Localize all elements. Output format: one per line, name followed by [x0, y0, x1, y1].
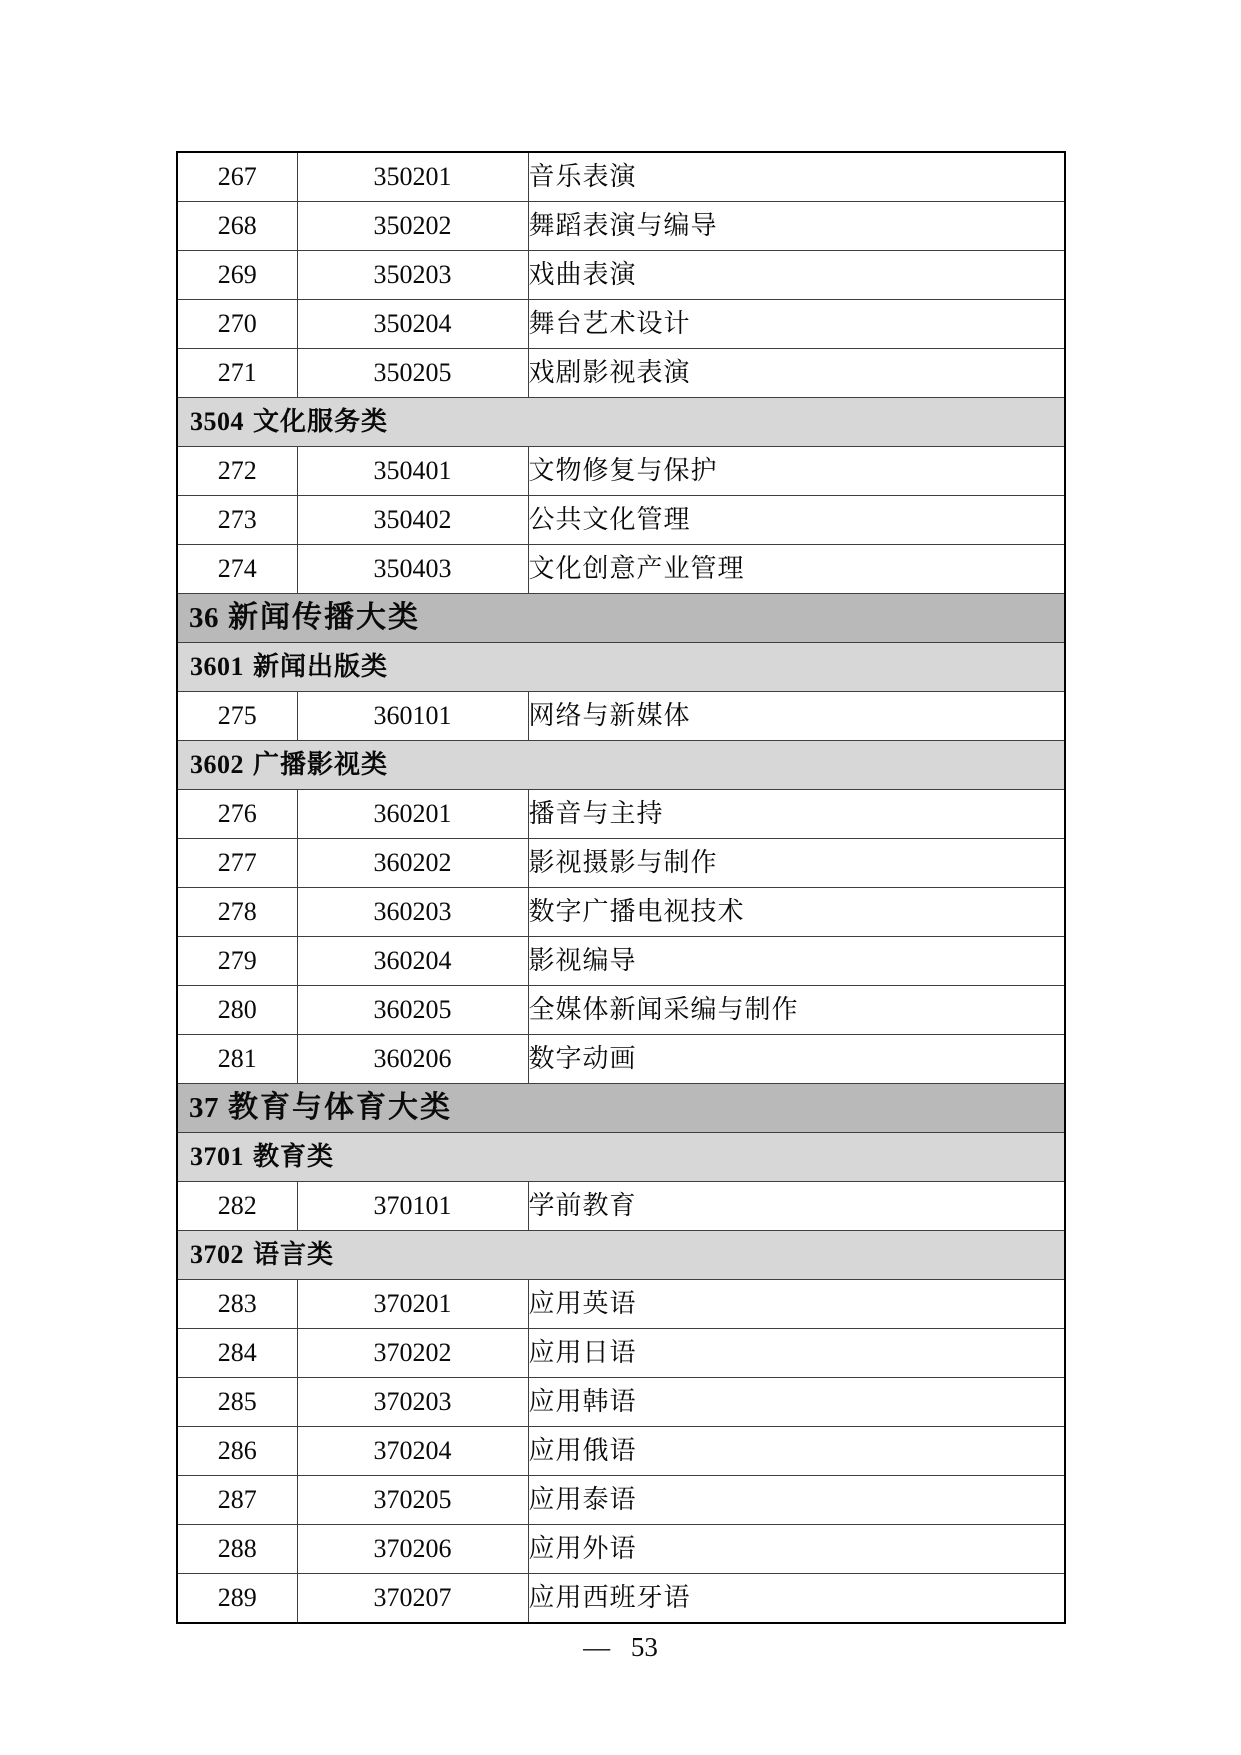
subcategory-title: 广播影视类	[253, 750, 389, 779]
major-code-cell: 360206	[297, 1035, 528, 1084]
row-index-cell: 278	[177, 888, 297, 937]
row-index-cell: 272	[177, 447, 297, 496]
major-name-cell: 戏曲表演	[528, 251, 1065, 300]
table-row	[177, 1525, 1065, 1574]
major-name-cell: 戏剧影视表演	[528, 349, 1065, 398]
major-category-header-cell	[177, 594, 1065, 643]
subcategory-header-cell	[177, 1231, 1065, 1280]
subcategory-header-row	[177, 643, 1065, 692]
major-name-cell: 播音与主持	[528, 790, 1065, 839]
table-row	[177, 300, 1065, 349]
major-name-cell: 舞台艺术设计	[528, 300, 1065, 349]
major-code-cell: 370202	[297, 1329, 528, 1378]
row-index-cell: 280	[177, 986, 297, 1035]
row-index-cell: 286	[177, 1427, 297, 1476]
table-row	[177, 447, 1065, 496]
table-row	[177, 888, 1065, 937]
table-row	[177, 692, 1065, 741]
table-row	[177, 1182, 1065, 1231]
major-name-cell: 数字广播电视技术	[528, 888, 1065, 937]
subcategory-title: 新闻出版类	[253, 652, 389, 681]
major-code-cell: 360202	[297, 839, 528, 888]
row-index-cell: 283	[177, 1280, 297, 1329]
row-index-cell: 268	[177, 202, 297, 251]
table-row	[177, 1574, 1065, 1624]
table-row	[177, 202, 1065, 251]
table-row	[177, 1378, 1065, 1427]
table-body	[177, 152, 1065, 1623]
major-category-header-cell	[177, 1084, 1065, 1133]
row-index-cell: 273	[177, 496, 297, 545]
major-code-cell: 350202	[297, 202, 528, 251]
major-name-cell: 公共文化管理	[528, 496, 1065, 545]
row-index-cell: 282	[177, 1182, 297, 1231]
table-row	[177, 1280, 1065, 1329]
major-name-cell: 文化创意产业管理	[528, 545, 1065, 594]
subcategory-header-cell	[177, 398, 1065, 447]
subcategory-code: 3702	[190, 1240, 244, 1269]
major-code-cell: 370206	[297, 1525, 528, 1574]
row-index-cell: 281	[177, 1035, 297, 1084]
major-name-cell: 舞蹈表演与编导	[528, 202, 1065, 251]
major-name-cell: 应用西班牙语	[528, 1574, 1065, 1624]
table-row	[177, 545, 1065, 594]
subcategory-title: 教育类	[253, 1142, 335, 1171]
major-code-cell: 350204	[297, 300, 528, 349]
major-category-code: 37	[189, 1092, 219, 1124]
table-row	[177, 986, 1065, 1035]
subcategory-header-row	[177, 741, 1065, 790]
table-row	[177, 1329, 1065, 1378]
major-name-cell: 应用日语	[528, 1329, 1065, 1378]
major-name-cell: 应用韩语	[528, 1378, 1065, 1427]
table-row	[177, 1035, 1065, 1084]
row-index-cell: 284	[177, 1329, 297, 1378]
row-index-cell: 275	[177, 692, 297, 741]
major-code-cell: 370201	[297, 1280, 528, 1329]
major-name-cell: 应用泰语	[528, 1476, 1065, 1525]
row-index-cell: 277	[177, 839, 297, 888]
major-code-cell: 350205	[297, 349, 528, 398]
row-index-cell: 287	[177, 1476, 297, 1525]
table-row	[177, 1427, 1065, 1476]
row-index-cell: 288	[177, 1525, 297, 1574]
major-category-title: 新闻传播大类	[228, 600, 420, 635]
major-name-cell: 影视编导	[528, 937, 1065, 986]
major-name-cell: 音乐表演	[528, 152, 1065, 202]
major-code-cell: 350201	[297, 152, 528, 202]
major-name-cell: 学前教育	[528, 1182, 1065, 1231]
major-code-cell: 360204	[297, 937, 528, 986]
table-row	[177, 790, 1065, 839]
row-index-cell: 276	[177, 790, 297, 839]
row-index-cell: 285	[177, 1378, 297, 1427]
subcategory-header-cell	[177, 1133, 1065, 1182]
row-index-cell: 270	[177, 300, 297, 349]
subcategory-title: 文化服务类	[253, 407, 389, 436]
subcategory-code: 3701	[190, 1142, 244, 1171]
subcategory-header-cell	[177, 643, 1065, 692]
table-row	[177, 152, 1065, 202]
table-row	[177, 251, 1065, 300]
subcategory-code: 3504	[190, 407, 244, 436]
major-code-cell: 370207	[297, 1574, 528, 1624]
major-code-cell: 370101	[297, 1182, 528, 1231]
major-code-cell: 360101	[297, 692, 528, 741]
row-index-cell: 279	[177, 937, 297, 986]
row-index-cell: 271	[177, 349, 297, 398]
major-code-cell: 350403	[297, 545, 528, 594]
major-category-header-row	[177, 594, 1065, 643]
page-number: — 53	[583, 1632, 658, 1662]
subcategory-code: 3602	[190, 750, 244, 779]
table-row	[177, 496, 1065, 545]
major-code-cell: 360205	[297, 986, 528, 1035]
major-code-cell: 350402	[297, 496, 528, 545]
major-code-cell: 360203	[297, 888, 528, 937]
major-name-cell: 文物修复与保护	[528, 447, 1065, 496]
table-row	[177, 349, 1065, 398]
major-name-cell: 网络与新媒体	[528, 692, 1065, 741]
major-name-cell: 应用英语	[528, 1280, 1065, 1329]
subcategory-header-row	[177, 398, 1065, 447]
table-row	[177, 839, 1065, 888]
major-code-cell: 370205	[297, 1476, 528, 1525]
table-row	[177, 1476, 1065, 1525]
row-index-cell: 267	[177, 152, 297, 202]
major-name-cell: 影视摄影与制作	[528, 839, 1065, 888]
major-code-cell: 350401	[297, 447, 528, 496]
subcategory-header-cell	[177, 741, 1065, 790]
major-code-cell: 370203	[297, 1378, 528, 1427]
major-code-cell: 350203	[297, 251, 528, 300]
major-code-cell: 370204	[297, 1427, 528, 1476]
major-name-cell: 数字动画	[528, 1035, 1065, 1084]
table-row	[177, 937, 1065, 986]
subcategory-header-row	[177, 1231, 1065, 1280]
row-index-cell: 274	[177, 545, 297, 594]
subcategory-code: 3601	[190, 652, 244, 681]
major-codes-table	[176, 151, 1066, 1624]
major-name-cell: 应用外语	[528, 1525, 1065, 1574]
subcategory-header-row	[177, 1133, 1065, 1182]
major-category-header-row	[177, 1084, 1065, 1133]
row-index-cell: 269	[177, 251, 297, 300]
row-index-cell: 289	[177, 1574, 297, 1624]
major-name-cell: 应用俄语	[528, 1427, 1065, 1476]
major-code-cell: 360201	[297, 790, 528, 839]
subcategory-title: 语言类	[253, 1240, 335, 1269]
major-category-title: 教育与体育大类	[228, 1090, 452, 1125]
major-category-code: 36	[189, 602, 219, 634]
major-name-cell: 全媒体新闻采编与制作	[528, 986, 1065, 1035]
